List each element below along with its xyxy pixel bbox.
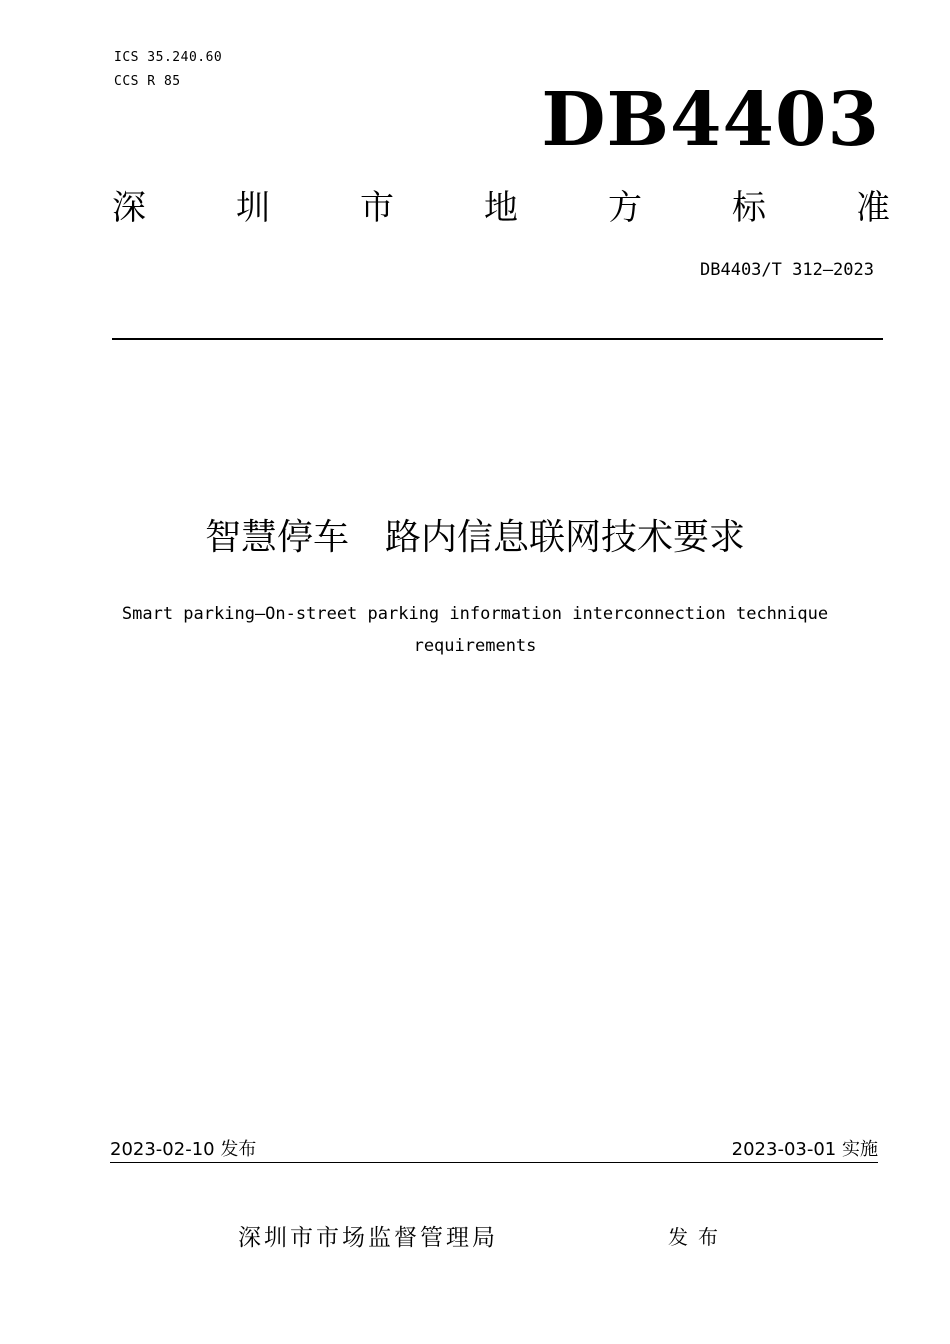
standard-type-char: 深 [112,188,146,228]
title-chinese-part2: 路内信息联网技术要求 [385,517,746,558]
standard-type-char: 标 [732,188,766,228]
standard-type-char: 市 [360,188,394,228]
ccs-code: CCS R 85 [114,74,181,89]
top-divider [112,338,883,340]
issue-date: 2023-02-10 发布 [110,1139,257,1160]
standard-type-char: 地 [484,188,518,228]
title-english: Smart parking—On-street parking information interconnection technique requirements [121,604,829,656]
standard-type-char: 准 [856,188,890,228]
standard-type-char: 圳 [236,188,270,228]
ics-code: ICS 35.240.60 [114,50,223,65]
bottom-divider [110,1162,878,1163]
standard-type-char: 方 [608,188,642,228]
standard-type [112,186,890,230]
title-chinese-part1: 智慧停车 [204,517,349,558]
standard-code-logo: DB4403 [541,77,880,163]
issuing-authority: 深圳市市场监督管理局 [238,1225,498,1251]
issue-label: 发布 [668,1225,728,1249]
title-chinese [0,512,950,564]
standard-number: DB4403/T 312—2023 [700,260,874,280]
implementation-date: 2023-03-01 实施 [731,1139,878,1160]
